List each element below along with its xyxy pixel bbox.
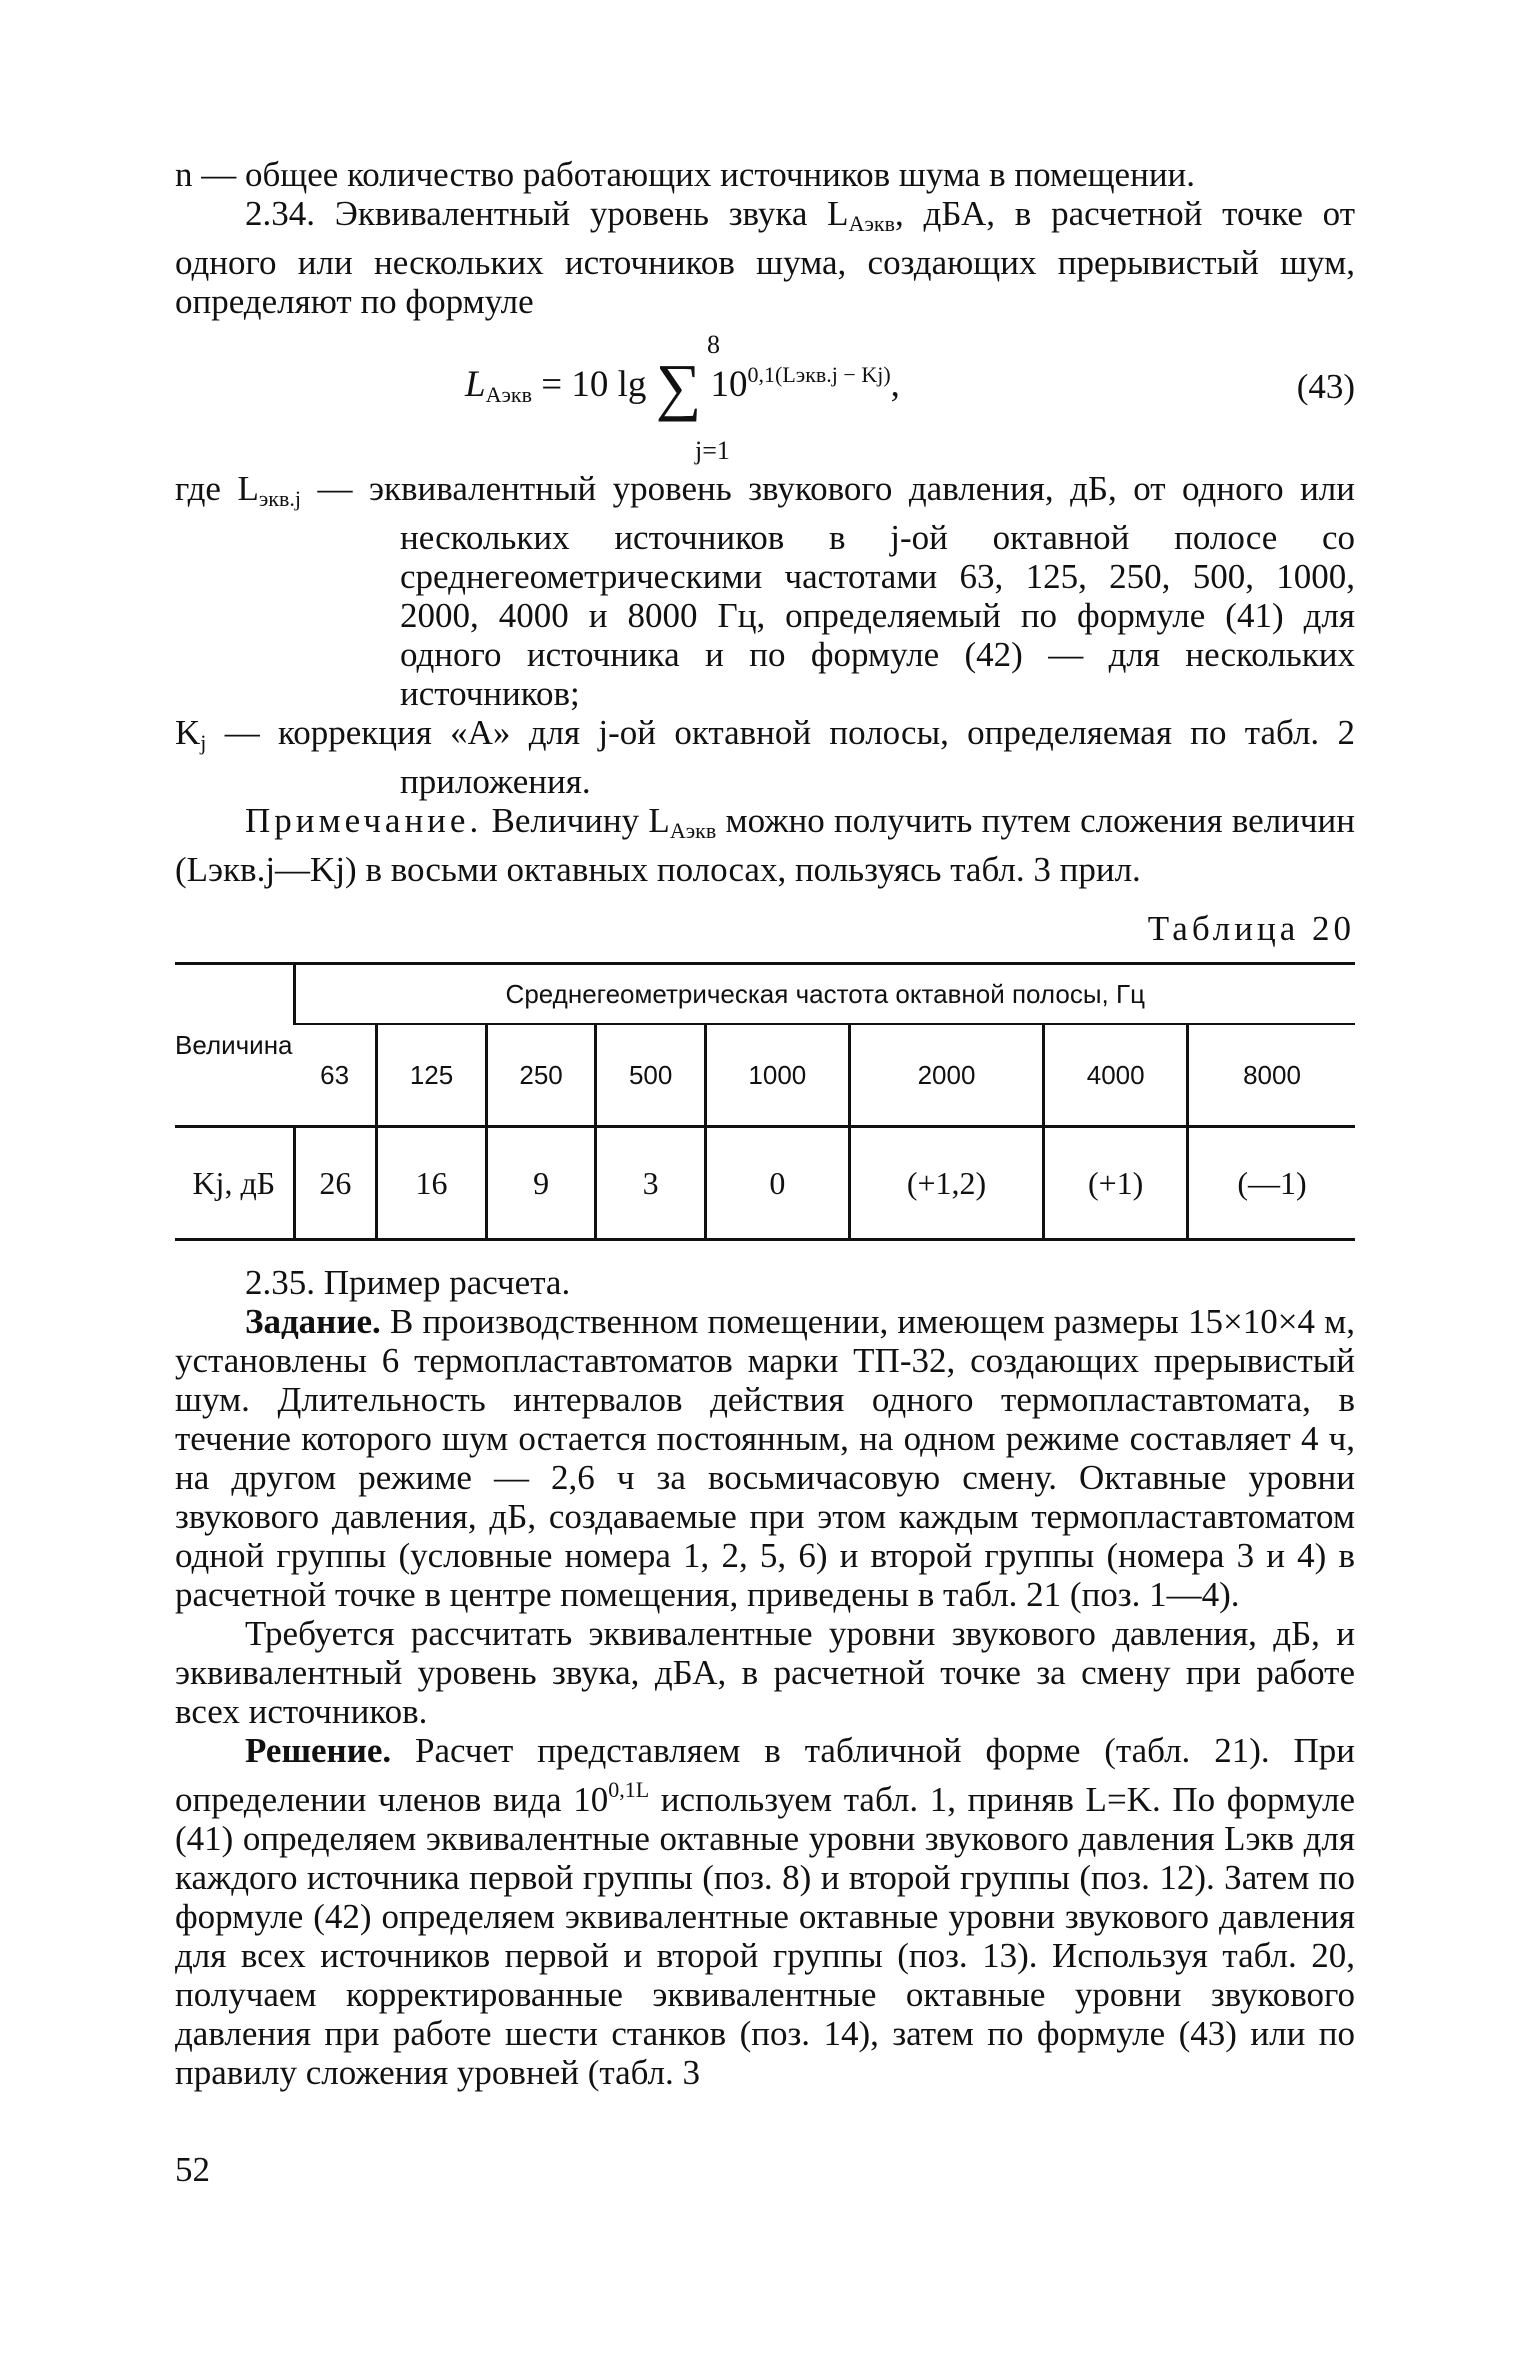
solution-paragraph: Решение. Расчет представляем в табличной форме (табл. 21). При определении членов вида $10^{0,1L}$ используем табл. 1, приняв L=K. По формуле (41) определяем эквивалентные октавные уровни звукового давления Lэкв для каждого источника первой группы (поз. 8) и второй группы (поз. 12). Затем по формуле (42) определяем эквивалентные октавные уровни звукового давления для всех источников первой и второй группы (поз. 13). Используя табл. 20, получаем корректированные эквивалентные октавные уровни звукового давления при работе шести станков (поз. 14), затем по формуле (43) или по правилу сложения уровней (табл. 3 [175, 1731, 1356, 2092]
sum-upper-limit: 8 [707, 330, 720, 359]
sum-lower-limit: j=1 [695, 436, 730, 465]
freq-cell: 500 [596, 1024, 706, 1127]
note: Примечание. Величину $L_{Aэкв}$ можно получить путем сложения величин (Lэкв.j—Kj) в восьми октавных полосах, пользуясь табл. 3 прил. [175, 801, 1355, 889]
row-label: Kj, дБ [175, 1127, 294, 1240]
formula-number: (43) [1296, 367, 1355, 406]
freq-cell: 8000 [1188, 1024, 1355, 1127]
formula-43 [175, 325, 1355, 465]
paragraph-2-35: 2.35. Пример расчета. [245, 1263, 571, 1302]
value-cell: 3 [596, 1127, 706, 1240]
table-header-row [175, 964, 1355, 1025]
page-number: 52 [175, 2150, 210, 2189]
task-paragraph: Задание. В производственном помещении, имеющем размеры 15×10×4 м, установлены 6 термопластавтоматов марки ТП-32, создающих прерывистый шум. Длительность интервалов действия одного термопластавтомата, в течение которого шум остается постоянным, на одном режиме составляет 4 ч, на другом режиме — 2,6 ч за восьмичасовую смену. Октавные уровни звукового давления, дБ, создаваемые при этом каждым термопластавтоматом одной группы (условные номера 1, 2, 5, 6) и второй группы (номера 3 и 4) в расчетной точке в центре помещения, приведены в табл. 21 (поз. 1—4). [175, 1302, 1355, 1614]
formula-expression: $L_{Aэкв} = 10$ lg ∑ $10^{0,1(Lэкв.j - Kj)}$, [465, 351, 900, 422]
value-cell: (+1,2) [849, 1127, 1044, 1240]
value-cell: 0 [705, 1127, 849, 1240]
freq-cell: 1000 [705, 1024, 849, 1127]
table-freq-row [175, 1024, 1355, 1127]
requirement-paragraph: Требуется рассчитать эквивалентные уровни звукового давления, дБ, и эквивалентный уровень звука, дБА, в расчетной точке за смену при работе всех источников. [175, 1614, 1355, 1731]
paragraph-2-34: 2.34. Эквивалентный уровень звука $L_{Aэкв}$, дБА, в расчетной точке от одного или нескольких источников шума, создающих прерывистый шум, определяют по формуле [175, 194, 1355, 321]
freq-cell: 250 [486, 1024, 596, 1127]
group-header: Среднегеометрическая частота октавной полосы, Гц [294, 964, 1355, 1025]
freq-cell: 125 [377, 1024, 487, 1127]
value-cell: 26 [294, 1127, 377, 1240]
definition-n: n — общее количество работающих источников шума в помещении. [175, 155, 1196, 194]
table-row-kj [175, 1127, 1355, 1240]
value-cell: (—1) [1188, 1127, 1355, 1240]
table-caption: Таблица 20 [1147, 909, 1355, 948]
text-column [175, 155, 1355, 2092]
freq-cell: 4000 [1044, 1024, 1188, 1127]
freq-cell: 2000 [849, 1024, 1044, 1127]
freq-cell: 63 [320, 1059, 350, 1090]
value-cell: 16 [377, 1127, 487, 1240]
definition-Kj: $K_j$ — коррекция «А» для j-ой октавной полосы, определяемая по табл. 2 приложения. [175, 713, 1355, 801]
value-cell: (+1) [1044, 1127, 1188, 1240]
table-20 [175, 962, 1355, 1241]
sigma-symbol: ∑ [655, 351, 702, 422]
definition-Lekv: где $L_{экв.j}$ — эквивалентный уровень звукового давления, дБ, от одного или нескольких источников в j-ой октавной полосе со среднегеометрическими частотами 63, 125, 250, 500, 1000, 2000, 4000 и 8000 Гц, определяемый по формуле (41) для одного источника и по формуле (42) — для нескольких источников; [175, 469, 1355, 713]
value-cell: 9 [486, 1127, 596, 1240]
col-header-quantity: Величина [175, 964, 294, 1127]
